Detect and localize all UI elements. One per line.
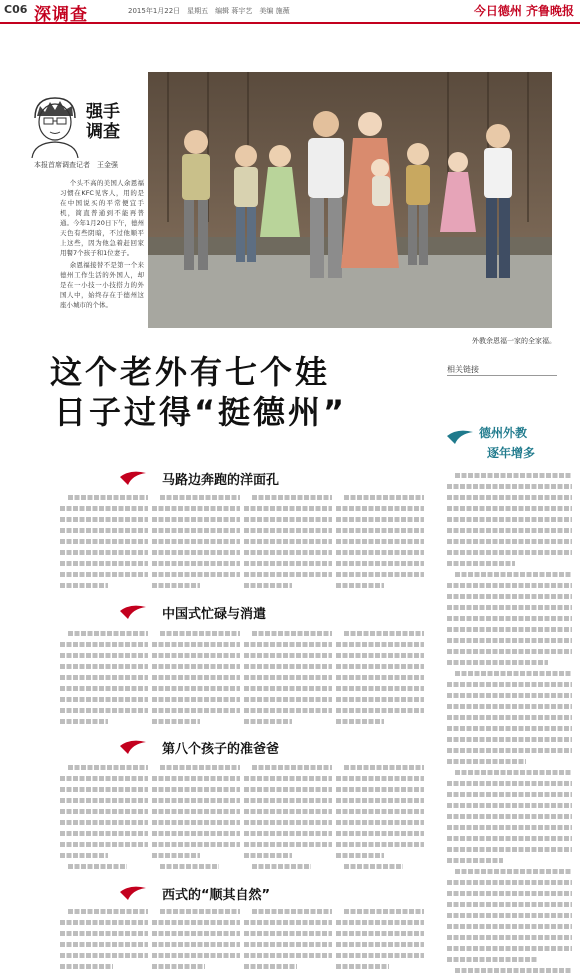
body-text-block — [244, 628, 332, 728]
text-line — [336, 580, 384, 591]
text-line — [336, 683, 424, 694]
text-line — [336, 928, 424, 939]
text-line — [244, 939, 332, 950]
text-line — [447, 591, 572, 602]
arrow-icon — [120, 738, 146, 754]
text-line — [244, 558, 332, 569]
headline — [50, 352, 430, 432]
text-line — [244, 569, 332, 580]
text-line — [336, 961, 389, 972]
text-line — [152, 547, 240, 558]
text-line — [344, 906, 424, 917]
section-title: 中国式忙碌与消遣 — [162, 607, 267, 622]
text-line — [60, 806, 148, 817]
text-line — [68, 906, 148, 917]
text-line — [447, 877, 572, 888]
text-line — [152, 525, 240, 536]
text-line — [60, 525, 148, 536]
text-line — [68, 628, 148, 639]
column-title — [86, 102, 120, 142]
text-line — [336, 784, 424, 795]
text-line — [447, 525, 572, 536]
text-line — [447, 602, 572, 613]
text-line — [447, 910, 572, 921]
intro-paragraph: 余恩福接替不是第一个来德州工作生活的外国人，却是在一小技一小技搭力的外国人中，始终存在于德州这座小城市的个体。 — [60, 261, 144, 309]
section-title: 西式的“顺其自然” — [162, 888, 271, 903]
text-line — [336, 828, 424, 839]
text-line — [160, 492, 240, 503]
text-line — [152, 514, 240, 525]
text-line — [244, 961, 297, 972]
body-text-block — [244, 762, 332, 870]
text-line — [336, 817, 424, 828]
text-line — [152, 828, 240, 839]
text-line — [60, 683, 148, 694]
text-line — [447, 921, 572, 932]
text-line — [160, 762, 240, 773]
text-line — [336, 716, 384, 727]
text-line — [455, 767, 572, 778]
family-photo — [148, 72, 552, 328]
text-line — [60, 672, 148, 683]
text-line — [447, 679, 572, 690]
body-text-block — [60, 492, 148, 592]
text-line — [336, 917, 424, 928]
text-line — [152, 839, 240, 850]
text-line — [60, 950, 148, 961]
body-text-block — [447, 470, 572, 975]
text-line — [447, 558, 515, 569]
text-line — [447, 745, 572, 756]
text-line — [336, 558, 424, 569]
text-line — [344, 492, 424, 503]
text-line — [60, 795, 148, 806]
text-line — [244, 928, 332, 939]
text-line — [152, 950, 240, 961]
text-line — [344, 727, 403, 728]
text-line — [252, 492, 332, 503]
text-line — [336, 773, 424, 784]
text-line — [336, 806, 424, 817]
related-title-line1: 德州外教 — [479, 426, 528, 440]
text-line — [252, 762, 332, 773]
text-line — [336, 950, 424, 961]
text-line — [447, 624, 572, 635]
text-line — [60, 503, 148, 514]
text-line — [447, 789, 572, 800]
text-line — [60, 650, 148, 661]
body-text-block — [60, 762, 148, 870]
byline: 本报首席调查记者 王金强 — [34, 161, 118, 169]
text-line — [60, 961, 113, 972]
text-line — [152, 773, 240, 784]
text-line — [152, 661, 240, 672]
text-line — [60, 716, 108, 727]
text-line — [152, 795, 240, 806]
text-line — [447, 833, 572, 844]
text-line — [60, 558, 148, 569]
text-line — [60, 569, 148, 580]
text-line — [336, 503, 424, 514]
text-line — [60, 536, 148, 547]
text-line — [447, 712, 572, 723]
text-line — [244, 683, 332, 694]
text-line — [152, 558, 240, 569]
text-line — [244, 850, 292, 861]
text-line — [344, 628, 424, 639]
text-line — [244, 547, 332, 558]
body-text-block — [244, 906, 332, 975]
arrow-icon — [120, 884, 146, 900]
text-line — [152, 928, 240, 939]
text-line — [447, 888, 572, 899]
text-line — [244, 705, 332, 716]
text-line — [68, 492, 148, 503]
text-line — [244, 672, 332, 683]
newspaper-name: 今日德州 齐鲁晚报 — [473, 4, 574, 18]
issue-info: 2015年1月22日 星期五 编辑 蒋宇艺 美编 施薇 — [128, 7, 290, 15]
text-line — [244, 839, 332, 850]
text-line — [244, 650, 332, 661]
text-line — [60, 514, 148, 525]
body-text-block — [336, 492, 424, 592]
related-label: 相关链接 — [447, 364, 557, 376]
text-line — [447, 899, 572, 910]
reporter-sketch-icon — [20, 88, 90, 158]
text-line — [447, 723, 572, 734]
text-line — [447, 811, 572, 822]
text-line — [336, 661, 424, 672]
text-line — [152, 650, 240, 661]
text-line — [447, 954, 537, 965]
text-line — [152, 694, 240, 705]
text-line — [252, 906, 332, 917]
related-title — [447, 424, 572, 464]
text-line — [152, 569, 240, 580]
related-title-line2: 逐年增多 — [487, 446, 536, 460]
text-line — [244, 514, 332, 525]
text-line — [60, 773, 148, 784]
text-line — [336, 650, 424, 661]
body-text-block — [336, 628, 424, 728]
text-line — [152, 817, 240, 828]
text-line — [244, 795, 332, 806]
text-line — [60, 817, 148, 828]
text-line — [336, 569, 424, 580]
text-line — [152, 784, 240, 795]
text-line — [336, 525, 424, 536]
arrow-icon — [120, 469, 146, 485]
text-line — [152, 683, 240, 694]
text-line — [336, 705, 424, 716]
text-line — [68, 727, 127, 728]
text-line — [60, 694, 148, 705]
text-line — [152, 939, 240, 950]
text-line — [244, 536, 332, 547]
text-line — [336, 514, 424, 525]
text-line — [447, 778, 572, 789]
text-line — [336, 839, 424, 850]
text-line — [244, 950, 332, 961]
intro-paragraph: 个头不高的美国人余恩福习惯在KFC见客人，用的是在中国说买的平常便宜手机，简直普通到不能再普通。今年1月20日下午，德州天色有些阴暗，不过他顺平上这些，因为他急着赶回家用餐7个孩子和1位妻子。 — [60, 179, 144, 257]
text-line — [447, 756, 526, 767]
text-line — [244, 639, 332, 650]
text-line — [160, 861, 219, 870]
text-line — [152, 536, 240, 547]
text-line — [344, 591, 403, 592]
body-text-block — [60, 906, 148, 975]
text-line — [244, 525, 332, 536]
text-line — [244, 694, 332, 705]
text-line — [455, 965, 572, 975]
text-line — [244, 716, 292, 727]
text-line — [447, 547, 572, 558]
body-text-block — [336, 906, 424, 975]
text-line — [447, 855, 503, 866]
intro-text — [60, 178, 144, 312]
text-line — [447, 657, 548, 668]
text-line — [60, 661, 148, 672]
text-line — [447, 800, 572, 811]
text-line — [447, 492, 572, 503]
text-line — [447, 481, 572, 492]
text-line — [152, 672, 240, 683]
text-line — [152, 961, 205, 972]
section-title: 马路边奔跑的洋面孔 — [162, 473, 280, 488]
text-line — [447, 932, 572, 943]
text-line — [447, 514, 572, 525]
text-line — [60, 917, 148, 928]
text-line — [60, 580, 108, 591]
text-line — [160, 906, 240, 917]
text-line — [160, 628, 240, 639]
body-text-block — [152, 492, 240, 592]
text-line — [152, 503, 240, 514]
text-line — [447, 503, 572, 514]
body-text-block — [152, 906, 240, 975]
text-line — [244, 580, 292, 591]
text-line — [252, 861, 311, 870]
text-line — [447, 635, 572, 646]
text-line — [336, 672, 424, 683]
text-line — [244, 917, 332, 928]
arrow-icon — [120, 603, 146, 619]
text-line — [68, 861, 127, 870]
text-line — [455, 569, 572, 580]
text-line — [447, 943, 572, 954]
text-line — [152, 639, 240, 650]
text-line — [447, 580, 572, 591]
text-line — [68, 762, 148, 773]
text-line — [244, 661, 332, 672]
body-text-block — [152, 628, 240, 728]
text-line — [447, 844, 572, 855]
text-line — [244, 828, 332, 839]
text-line — [336, 694, 424, 705]
text-line — [152, 705, 240, 716]
column-title-line1: 强手 — [86, 102, 120, 122]
text-line — [244, 806, 332, 817]
column-logo — [20, 88, 140, 160]
text-line — [160, 591, 219, 592]
text-line — [252, 628, 332, 639]
text-line — [344, 861, 403, 870]
text-line — [447, 536, 572, 547]
text-line — [455, 668, 572, 679]
text-line — [344, 762, 424, 773]
text-line — [60, 639, 148, 650]
text-line — [336, 795, 424, 806]
text-line — [60, 839, 148, 850]
headline-line2: 日子过得“挺德州” — [54, 393, 348, 431]
text-line — [336, 850, 384, 861]
text-line — [152, 917, 240, 928]
text-line — [447, 646, 572, 657]
text-line — [447, 734, 572, 745]
headline-line1: 这个老外有七个娃 — [50, 353, 331, 391]
section-title: 第八个孩子的准爸爸 — [162, 742, 280, 757]
text-line — [447, 822, 572, 833]
text-line — [336, 639, 424, 650]
text-line — [336, 536, 424, 547]
body-text-block — [60, 628, 148, 728]
text-line — [244, 773, 332, 784]
text-line — [152, 716, 200, 727]
text-line — [152, 580, 200, 591]
text-line — [60, 928, 148, 939]
text-line — [152, 806, 240, 817]
text-line — [60, 828, 148, 839]
text-line — [60, 850, 108, 861]
text-line — [336, 547, 424, 558]
text-line — [252, 591, 311, 592]
body-text-block — [244, 492, 332, 592]
text-line — [152, 850, 200, 861]
section-name: 深调查 — [34, 5, 88, 25]
text-line — [160, 727, 219, 728]
family-photo-image — [148, 72, 552, 328]
column-title-line2: 调查 — [86, 122, 120, 142]
text-line — [60, 705, 148, 716]
text-line — [244, 817, 332, 828]
body-text-block — [336, 762, 424, 870]
text-line — [336, 939, 424, 950]
text-line — [244, 503, 332, 514]
page-number: C06 — [4, 3, 28, 16]
text-line — [60, 939, 148, 950]
text-line — [60, 784, 148, 795]
text-line — [447, 613, 572, 624]
arrow-icon — [447, 428, 473, 444]
text-line — [455, 470, 572, 481]
text-line — [244, 784, 332, 795]
text-line — [447, 701, 572, 712]
text-line — [252, 727, 311, 728]
text-line — [447, 690, 572, 701]
text-line — [455, 866, 572, 877]
page-header — [0, 0, 580, 24]
photo-caption: 外教余恩福一家的全家福。 — [472, 337, 556, 345]
body-text-block — [152, 762, 240, 870]
text-line — [60, 547, 148, 558]
text-line — [68, 591, 127, 592]
